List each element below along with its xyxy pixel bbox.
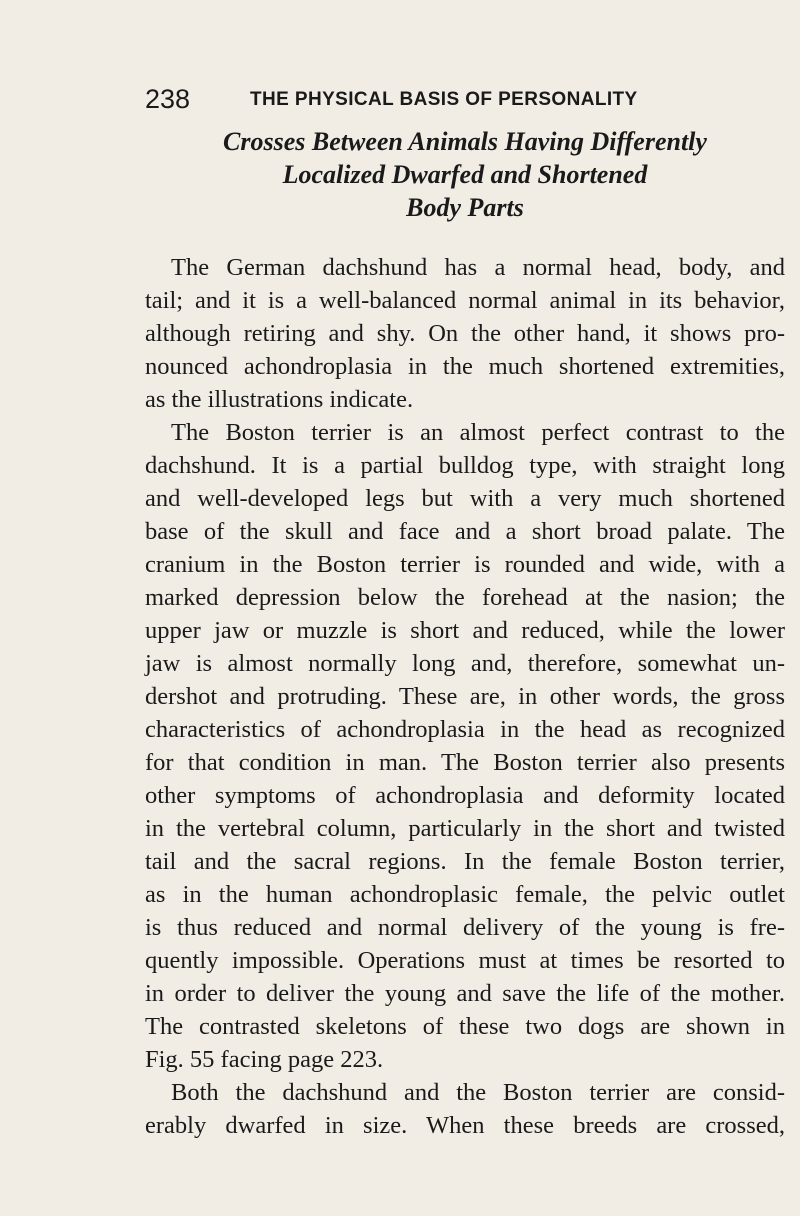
text-line: erably dwarfed in size. When these breeds are crossed,	[145, 1112, 785, 1139]
text-line: as in the human achondroplasic female, the pelvic outlet	[145, 881, 785, 908]
text-line: in order to deliver the young and save the life of the mother.	[145, 980, 785, 1007]
text-line: nounced achondroplasia in the much shortened extremities,	[145, 353, 785, 380]
text-line: cranium in the Boston terrier is rounded and wide, with a	[145, 551, 785, 578]
text-line: is thus reduced and normal delivery of the young is fre-	[145, 914, 785, 941]
text-line: The contrasted skeletons of these two dogs are shown in	[145, 1013, 785, 1040]
text-line: jaw is almost normally long and, therefore, somewhat un-	[145, 650, 785, 677]
text-line: marked depression below the forehead at the nasion; the	[145, 584, 785, 611]
section-heading-line: Crosses Between Animals Having Differently	[223, 127, 707, 156]
text-line: Fig. 55 facing page 223.	[145, 1046, 384, 1073]
text-line: characteristics of achondroplasia in the head as recognized	[145, 716, 785, 743]
section-heading-line: Body Parts	[406, 193, 524, 222]
text-line: other symptoms of achondroplasia and deformity located	[145, 782, 785, 809]
text-line: as the illustrations indicate.	[145, 386, 414, 413]
text-line: upper jaw or muzzle is short and reduced, while the lower	[145, 617, 785, 644]
text-line: in the vertebral column, particularly in the short and twisted	[145, 815, 785, 842]
text-line: dershot and protruding. These are, in other words, the gross	[145, 683, 785, 710]
running-title: THE PHYSICAL BASIS OF PERSONALITY	[250, 89, 638, 110]
body-text	[145, 251, 785, 1142]
text-line: The German dachshund has a normal head, body, and	[171, 254, 785, 281]
text-line: for that condition in man. The Boston terrier also presents	[145, 749, 785, 776]
page-number: 238	[145, 84, 191, 114]
text-line: tail; and it is a well-balanced normal animal in its behavior,	[145, 287, 785, 314]
text-line: Both the dachshund and the Boston terrier are consid-	[171, 1079, 785, 1106]
text-line: dachshund. It is a partial bulldog type, with straight long	[145, 452, 785, 479]
running-head	[145, 82, 785, 122]
text-line: quently impossible. Operations must at times be resorted to	[145, 947, 785, 974]
text-line: although retiring and shy. On the other hand, it shows pro-	[145, 320, 785, 347]
text-line: and well-developed legs but with a very much shortened	[145, 485, 785, 512]
section-heading-line: Localized Dwarfed and Shortened	[282, 160, 648, 189]
text-line: base of the skull and face and a short broad palate. The	[145, 518, 785, 545]
section-heading	[145, 125, 785, 224]
text-line: tail and the sacral regions. In the female Boston terrier,	[145, 848, 785, 875]
text-line: The Boston terrier is an almost perfect contrast to the	[171, 419, 785, 446]
